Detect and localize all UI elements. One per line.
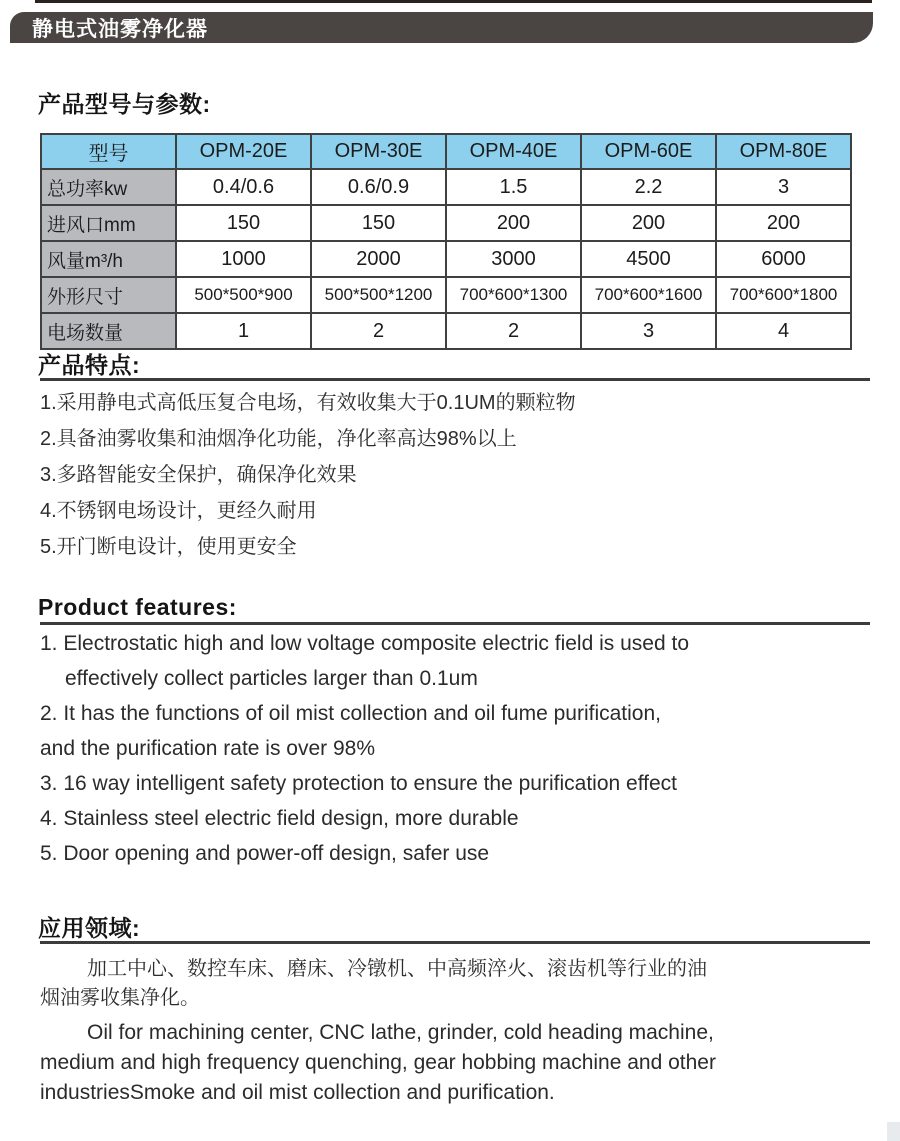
spec-value: 1.5 (446, 169, 581, 205)
application-en-line: industriesSmoke and oil mist collection and purification. (40, 1081, 555, 1104)
spec-value: 3 (716, 169, 851, 205)
application-rule (40, 941, 870, 944)
page-title: 静电式油雾净化器 (32, 17, 208, 41)
application-cn-line: 加工中心、数控车床、磨床、冷镦机、中高频淬火、滚齿机等行业的油 (87, 958, 707, 980)
spec-value: 3 (581, 313, 716, 349)
spec-value: 6000 (716, 241, 851, 277)
col-header-opm20e: OPM-20E (176, 134, 311, 169)
feature-cn-item: 5.开门断电设计，使用更安全 (40, 536, 297, 558)
features-cn-rule (40, 378, 870, 381)
spec-value: 1000 (176, 241, 311, 277)
spec-value: 0.4/0.6 (176, 169, 311, 205)
feature-en-line: 2. It has the functions of oil mist collection and oil fume purification, (40, 702, 661, 725)
feature-en-line: 3. 16 way intelligent safety protection to ensure the purification effect (40, 772, 677, 795)
feature-en-line: and the purification rate is over 98% (40, 737, 376, 760)
spec-value: 700*600*1600 (581, 277, 716, 313)
feature-cn-item: 3.多路智能安全保护，确保净化效果 (40, 464, 357, 486)
spec-value: 4500 (581, 241, 716, 277)
spec-table (40, 133, 852, 350)
application-cn-paragraph (40, 955, 707, 1013)
table-row-inlet (41, 205, 851, 241)
spec-value: 2.2 (581, 169, 716, 205)
features-en-list (40, 632, 689, 877)
spec-value: 500*500*1200 (311, 277, 446, 313)
row-label-airflow: 风量m³/h (41, 241, 176, 277)
row-label-fields: 电场数量 (41, 313, 176, 349)
application-en-line: medium and high frequency quenching, gear hobbing machine and other (40, 1051, 716, 1074)
top-rule (35, 0, 872, 3)
spec-value: 2 (311, 313, 446, 349)
row-label-dimensions: 外形尺寸 (41, 277, 176, 313)
feature-cn-item: 4.不锈钢电场设计，更经久耐用 (40, 500, 317, 522)
title-bar (10, 12, 873, 43)
spec-value: 700*600*1800 (716, 277, 851, 313)
feature-cn-item: 2.具备油雾收集和油烟净化功能，净化率高达98%以上 (40, 428, 517, 450)
table-row-fields (41, 313, 851, 349)
table-row-dimensions (41, 277, 851, 313)
spec-value: 500*500*900 (176, 277, 311, 313)
spec-value: 700*600*1300 (446, 277, 581, 313)
table-row-power (41, 169, 851, 205)
spec-value: 1 (176, 313, 311, 349)
spec-value: 2 (446, 313, 581, 349)
application-cn-line: 烟油雾收集净化。 (40, 987, 200, 1009)
spec-value: 2000 (311, 241, 446, 277)
features-cn-list (40, 391, 576, 571)
col-header-opm80e: OPM-80E (716, 134, 851, 169)
application-en-line: Oil for machining center, CNC lathe, grinder, cold heading machine, (87, 1021, 714, 1044)
col-header-opm60e: OPM-60E (581, 134, 716, 169)
application-heading: 应用领域: (38, 915, 141, 941)
row-label-inlet: 进风口mm (41, 205, 176, 241)
table-header-row (41, 134, 851, 169)
spec-value: 3000 (446, 241, 581, 277)
col-header-opm40e: OPM-40E (446, 134, 581, 169)
spec-value: 150 (176, 205, 311, 241)
col-header-model: 型号 (41, 134, 176, 169)
spec-value: 200 (581, 205, 716, 241)
row-label-power: 总功率kw (41, 169, 176, 205)
features-cn-heading: 产品特点: (38, 352, 141, 378)
features-en-heading: Product features: (38, 594, 237, 620)
feature-en-line: 1. Electrostatic high and low voltage composite electric field is used to (40, 632, 690, 655)
features-en-rule (40, 622, 870, 625)
feature-en-line: 5. Door opening and power-off design, safer use (40, 842, 490, 865)
params-heading: 产品型号与参数: (38, 91, 211, 117)
scrollbar-corner-artifact (887, 1122, 900, 1141)
spec-value: 200 (446, 205, 581, 241)
spec-value: 0.6/0.9 (311, 169, 446, 205)
col-header-opm30e: OPM-30E (311, 134, 446, 169)
feature-en-line: effectively collect particles larger than 0.1um (65, 667, 478, 690)
application-en-paragraph (40, 1018, 716, 1108)
feature-en-line: 4. Stainless steel electric field design, more durable (40, 807, 519, 830)
spec-value: 4 (716, 313, 851, 349)
feature-cn-item: 1.采用静电式高低压复合电场，有效收集大于0.1UM的颗粒物 (40, 392, 576, 414)
spec-value: 200 (716, 205, 851, 241)
spec-value: 150 (311, 205, 446, 241)
table-row-airflow (41, 241, 851, 277)
